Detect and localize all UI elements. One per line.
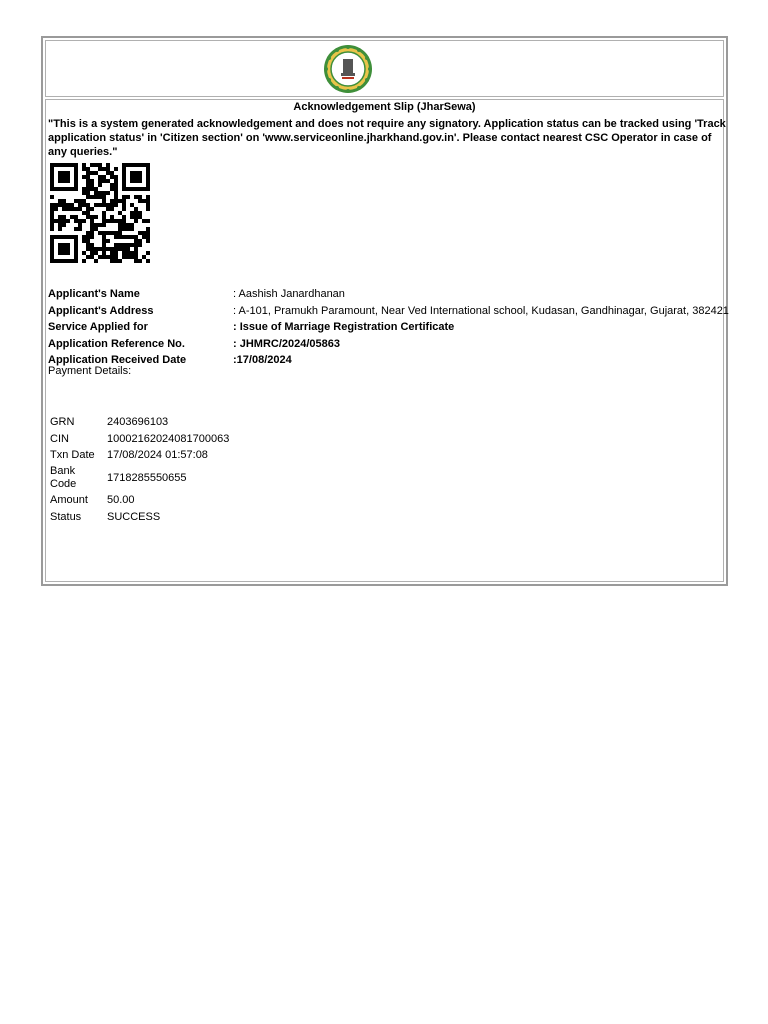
- payment-value: SUCCESS: [107, 511, 161, 523]
- payment-label: CIN: [50, 433, 69, 445]
- payment-details-label: Payment Details:: [48, 365, 132, 377]
- qr-code-icon: [50, 163, 150, 263]
- slip-title: Acknowledgement Slip (JharSewa): [293, 101, 476, 113]
- detail-value: : JHMRC/2024/05863: [233, 337, 341, 350]
- detail-label: Applicant's Name: [48, 288, 140, 300]
- state-emblem-icon: [322, 43, 374, 95]
- payment-value: 17/08/2024 01:57:08: [107, 449, 208, 461]
- detail-value: : A-101, Pramukh Paramount, Near Ved International school, Kudasan, Gandhinagar, Gujarat, 382421: [233, 304, 729, 317]
- detail-label: Application Reference No.: [48, 337, 185, 350]
- detail-label: Application Received Date: [48, 354, 187, 366]
- payment-label: Amount: [50, 494, 88, 506]
- payment-label: Txn Date: [50, 449, 95, 461]
- payment-label: Status: [50, 511, 82, 523]
- slip-header: [45, 40, 724, 97]
- payment-label: Bank Code: [50, 465, 77, 490]
- system-notice: "This is a system generated acknowledgement and does not require any signatory. Application status can be tracked using 'Track application status' in 'Citizen section' on 'www.serviceonline.jharkhand.gov.in'. Please contact nearest CSC Operator in case of any queries.": [48, 118, 726, 158]
- slip-body: [45, 99, 729, 582]
- payment-value: 1718285550655: [107, 472, 187, 484]
- detail-value: :17/08/2024: [233, 354, 292, 366]
- payment-value: 50.00: [107, 494, 135, 506]
- detail-label: Service Applied for: [48, 321, 148, 333]
- detail-label: Applicant's Address: [48, 304, 154, 317]
- payment-value: 10002162024081700063: [107, 433, 230, 445]
- acknowledgement-slip: [41, 36, 728, 586]
- detail-value: : Aashish Janardhanan: [233, 288, 345, 300]
- payment-label: GRN: [50, 416, 75, 428]
- payment-value: 2403696103: [107, 416, 169, 428]
- detail-value: : Issue of Marriage Registration Certificate: [233, 321, 455, 333]
